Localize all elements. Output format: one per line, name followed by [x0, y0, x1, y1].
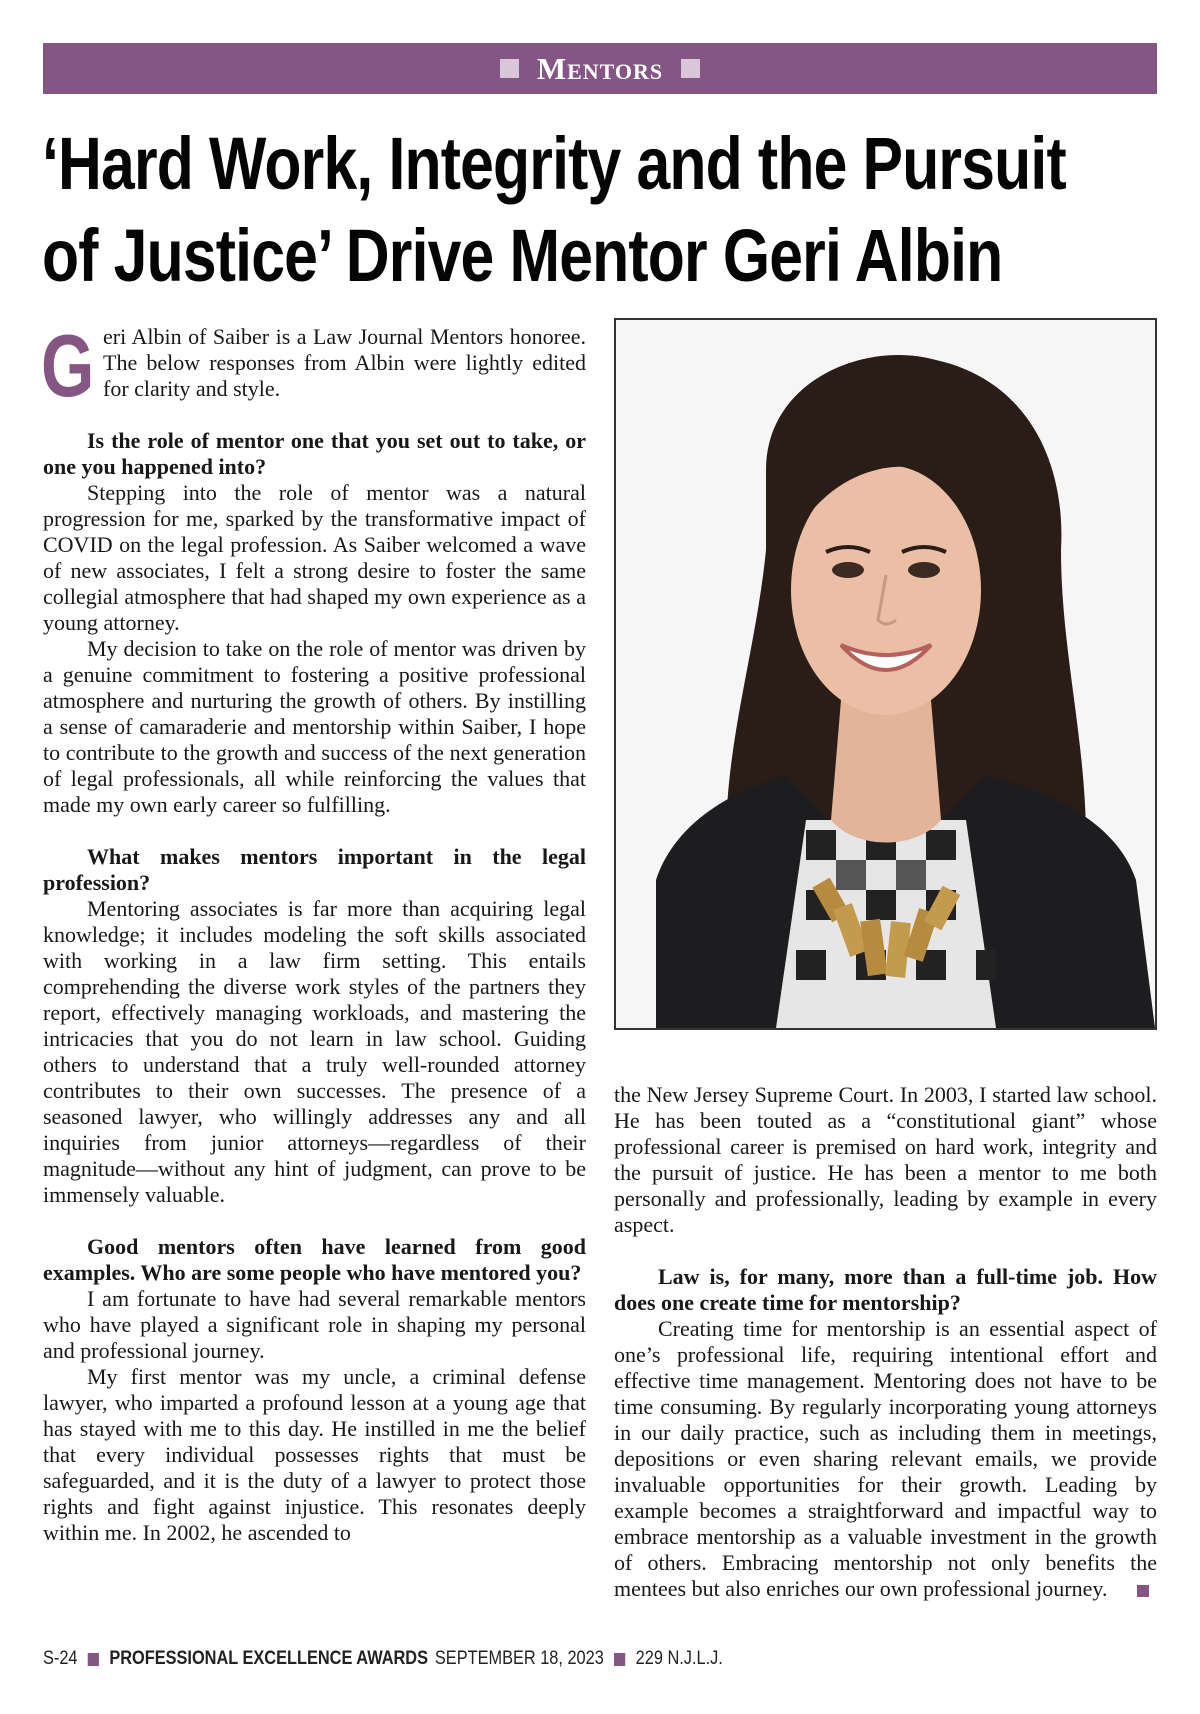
answer-1-paragraph-1: Stepping into the role of mentor was a natural progression for me, sparked by the transformative impact of COVID on the legal profession. As Saiber welcomed a wave of new associates, I felt a strong desire to foster the same collegial atmosphere that had shaped my own experience as a young attorney. — [43, 480, 586, 635]
headline-line-1: ‘Hard Work, Integrity and the Pursuit — [42, 122, 1066, 205]
banner-square-right — [681, 59, 700, 78]
footer-square-1 — [88, 1653, 99, 1666]
end-of-article-icon — [1137, 1585, 1149, 1597]
left-column — [41, 316, 586, 1546]
question-3: Good mentors often have learned from good examples. Who are some people who have mentored you? — [43, 1234, 586, 1285]
gingham-top — [776, 820, 996, 1028]
footer-square-2 — [614, 1653, 625, 1666]
intro-text: eri Albin of Saiber is a Law Journal Mentors honoree. The below responses from Albin were lightly edited for clarity and style. — [103, 324, 586, 401]
question-4: Law is, for many, more than a full-time job. How does one create time for mentorship? — [614, 1264, 1157, 1315]
right-column — [614, 1082, 1157, 1602]
page-number: S-24 — [43, 1648, 78, 1669]
answer-3-paragraph-2: My first mentor was my uncle, a criminal defense lawyer, who imparted a profound lesson at a young age that has stayed with me to this day. He instilled in me the belief that every individual possesses rights that must be safeguarded, and it is the duty of a lawyer to protect those rights and fight against injustice. This resonates deeply within me. In 2002, he ascended to — [43, 1364, 586, 1545]
banner-square-left — [500, 59, 519, 78]
portrait-photo — [614, 318, 1157, 1030]
issue-date: SEPTEMBER 18, 2023 — [434, 1648, 604, 1669]
page-footer — [43, 1647, 723, 1671]
section-banner — [43, 43, 1157, 94]
answer-2-paragraph-1: Mentoring associates is far more than acquiring legal knowledge; it includes modeling the soft skills associated with working in a law firm setting. This entails comprehending the diverse work styles of the partners they report, effectively managing workloads, and mastering the intricacies that you do not learn in law school. Guiding others to understand that a truly well-rounded attorney contributes to their own successes. The presence of a seasoned lawyer, who willingly addresses any and all inquiries from junior attorneys—regardless of their magnitude—without any hint of judgment, can prove to be immensely valuable. — [43, 896, 586, 1207]
answer-3-continued: the New Jersey Supreme Court. In 2003, I started law school. He has been touted as a “constitutional giant” whose professional career is premised on hard work, integrity and the pursuit of justice. He has been a mentor to me both personally and professionally, leading by example in every aspect. — [614, 1082, 1157, 1237]
headline-line-2: of Justice’ Drive Mentor Geri Albin — [42, 214, 1003, 297]
publication-name: PROFESSIONAL EXCELLENCE AWARDS — [109, 1648, 429, 1669]
headline — [42, 118, 1165, 302]
answer-3-paragraph-1: I am fortunate to have had several remarkable mentors who have played a significant role in shaping my personal and professional journey. — [43, 1286, 586, 1363]
answer-4-paragraph-1 — [614, 1316, 1157, 1602]
drop-cap: G — [41, 316, 95, 415]
question-2: What makes mentors important in the legal profession? — [43, 844, 586, 895]
answer-4-text: Creating time for mentorship is an essential aspect of one’s professional life, requiring intentional effort and effective time management. Mentoring does not have to be time consuming. By regularly incorporating young attorneys in our daily practice, such as including them in meetings, depositions or even sharing relevant emails, we provide invaluable opportunities for their growth. Leading by example becomes a straightforward and impactful way to embrace mentorship as a valuable investment in the growth of others. Embracing mentorship not only benefits the mentees but also enriches our own professional journey. — [614, 1316, 1157, 1601]
issue-number: 229 N.J.L.J. — [635, 1648, 723, 1669]
section-label: Mentors — [536, 50, 664, 86]
answer-1-paragraph-2: My decision to take on the role of mentor was driven by a genuine commitment to fostering a positive professional atmosphere and nurturing the growth of others. By instilling a sense of camaraderie and mentorship within Saiber, I hope to contribute to the growth and success of the next generation of legal professionals, all while reinforcing the values that made my own early career so fulfilling. — [43, 636, 586, 817]
question-1: Is the role of mentor one that you set out to take, or one you happened into? — [43, 428, 586, 479]
intro-paragraph — [41, 316, 586, 415]
